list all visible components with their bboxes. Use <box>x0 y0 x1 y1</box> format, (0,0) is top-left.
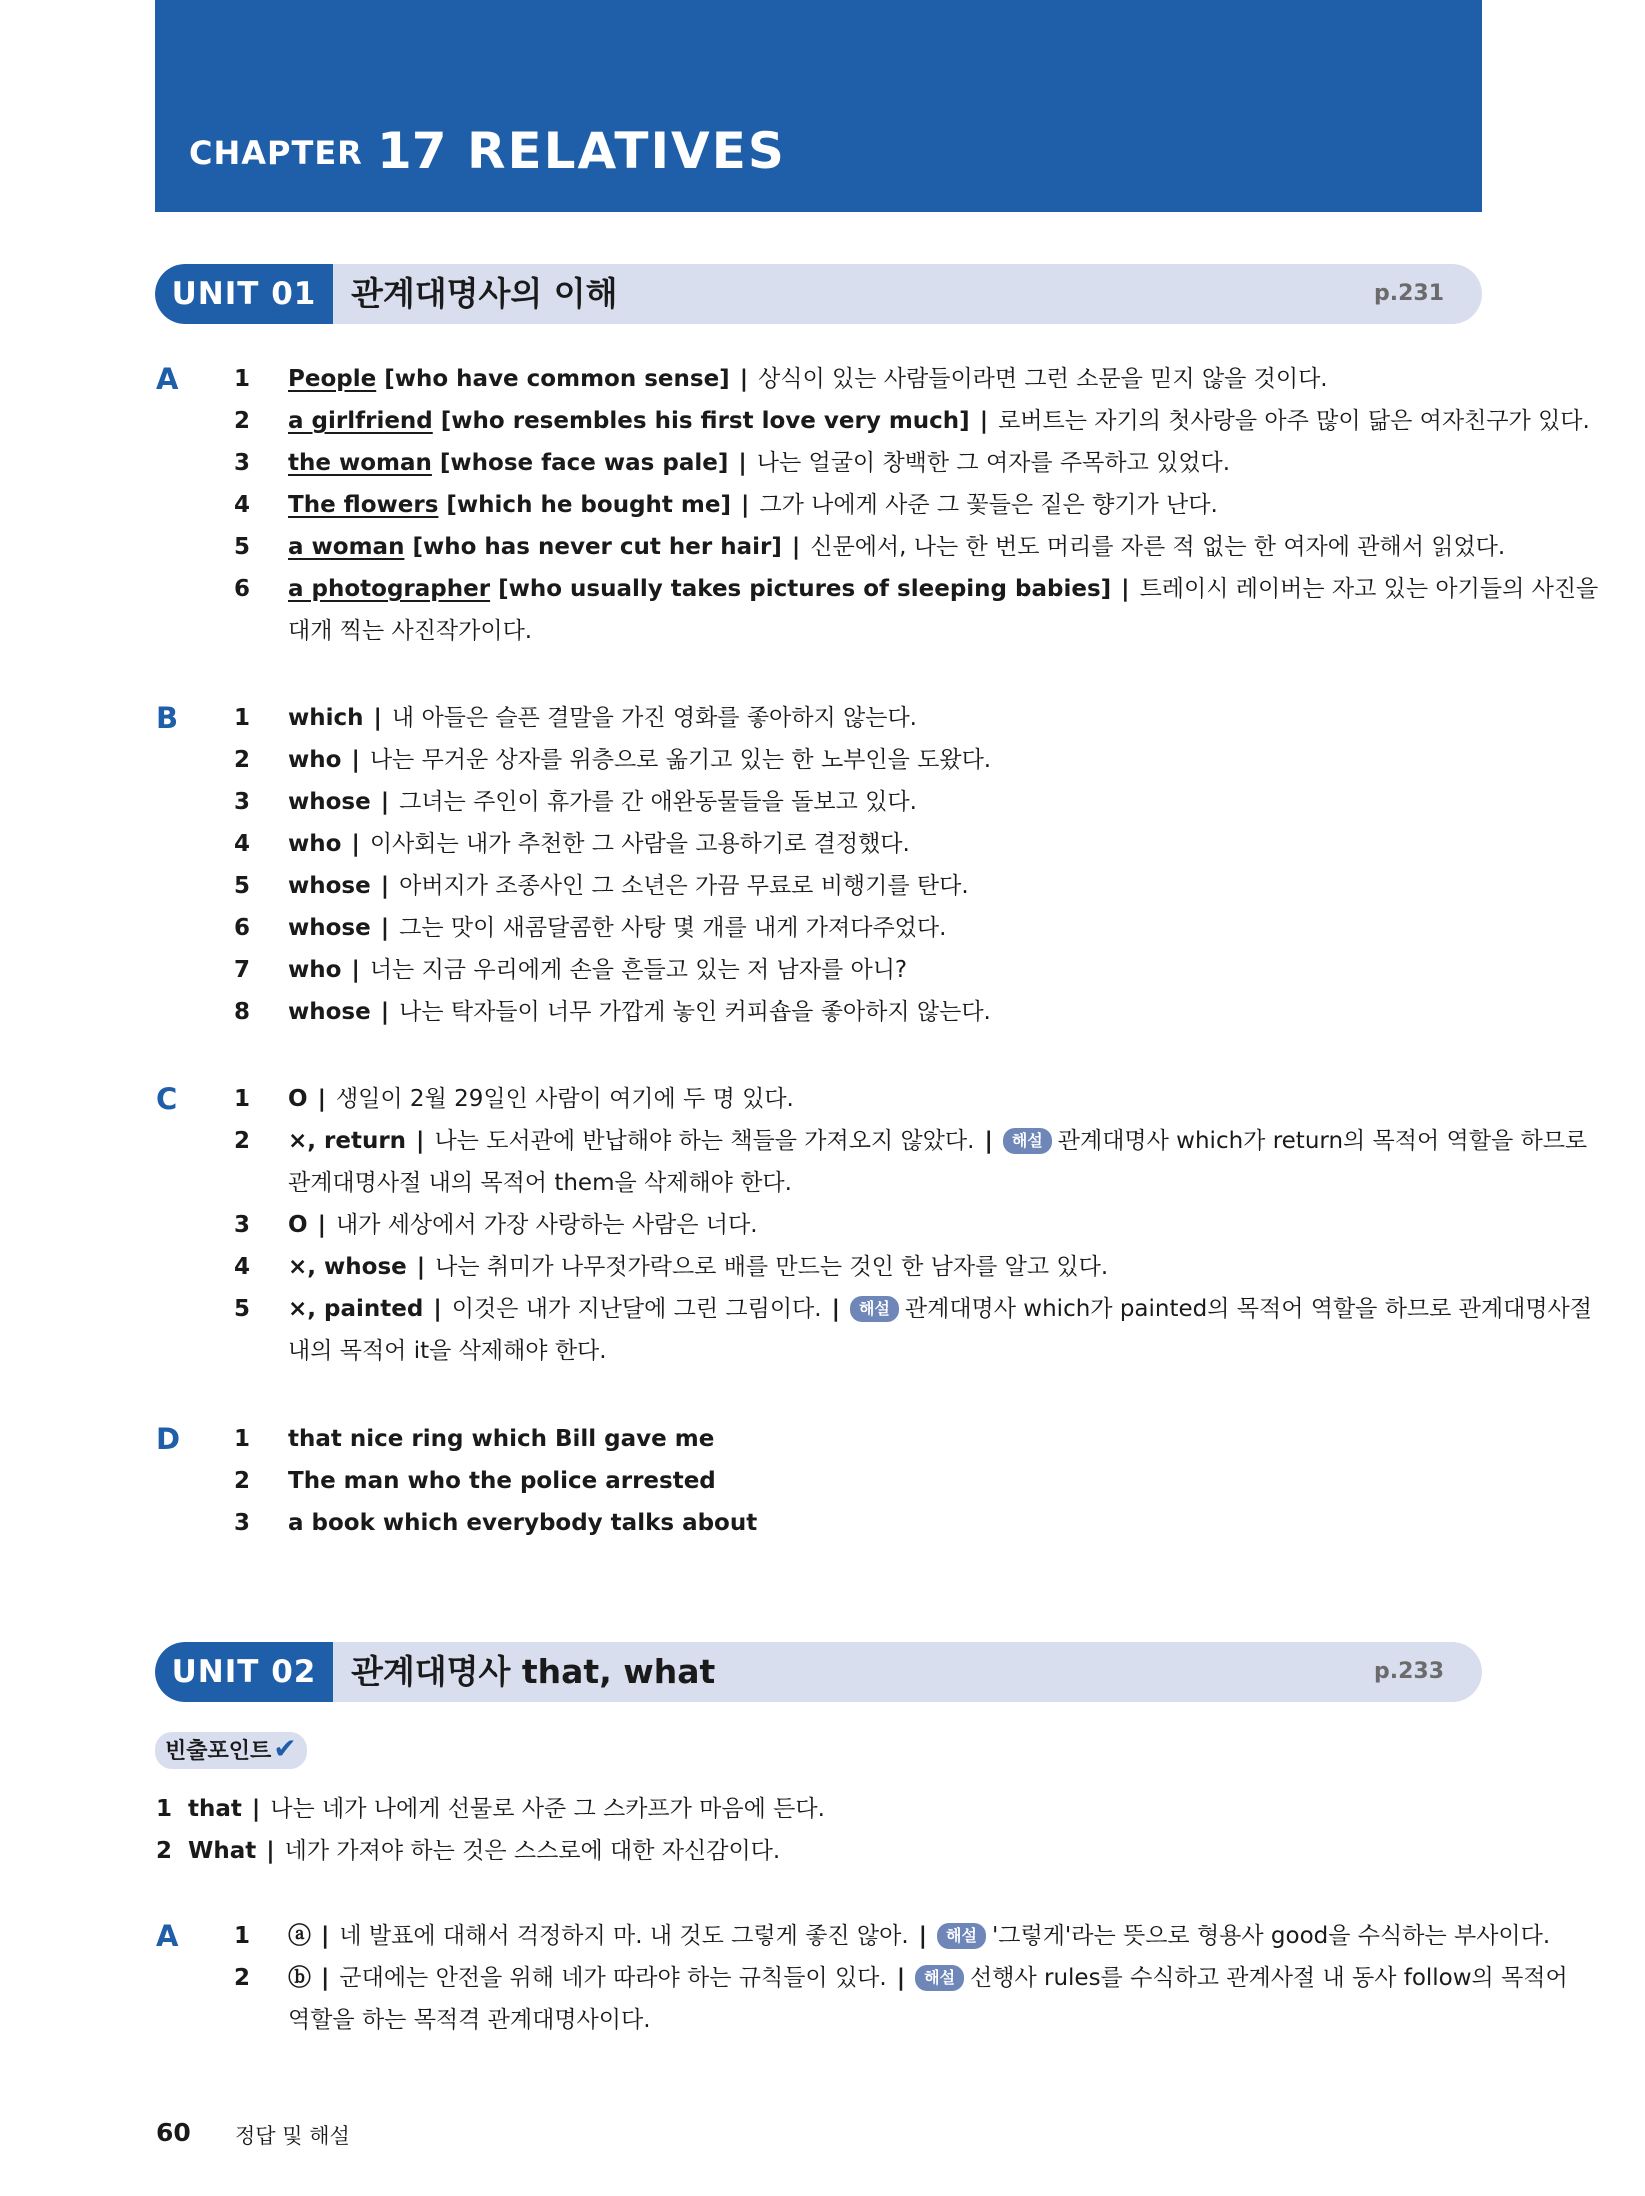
explanation: 선행사 rules를 수식하고 관계사절 내 동사 follow의 목적어 <box>970 1965 1568 1991</box>
section-letter-a: A <box>156 1919 179 1953</box>
chapter-label: CHAPTER <box>189 134 363 172</box>
unit-title: 관계대명사의 이해 <box>351 274 618 313</box>
antecedent: a photographer <box>288 576 491 602</box>
explanation-tag: 해설 <box>850 1296 899 1322</box>
separator: | <box>351 957 360 983</box>
answer: whose <box>288 999 371 1025</box>
item-number: 4 <box>234 492 251 518</box>
answer: O <box>288 1212 308 1238</box>
explanation-tag: 해설 <box>1003 1128 1052 1154</box>
answer: a book which everybody talks about <box>288 1510 758 1536</box>
item-number: 2 <box>234 1965 251 1991</box>
relative-clause: [who have common sense] <box>376 366 730 392</box>
answer: whose <box>288 915 371 941</box>
answer-line <box>234 442 1230 484</box>
item-number: 2 <box>156 1838 173 1864</box>
answer-line <box>234 1502 757 1544</box>
separator: | <box>351 747 360 773</box>
item-number: 4 <box>234 831 251 857</box>
separator: | <box>1121 576 1130 602</box>
translation: 나는 탁자들이 너무 가깝게 놓인 커피숍을 좋아하지 않는다. <box>399 999 991 1025</box>
explanation-continued: 내의 목적어 it을 삭제해야 한다. <box>288 1338 607 1364</box>
item-number: 2 <box>234 1128 251 1154</box>
answer: who <box>288 747 342 773</box>
answer-line <box>234 358 1328 400</box>
answer-line <box>234 568 1598 610</box>
antecedent: People <box>288 366 377 392</box>
item-number: 1 <box>156 1796 173 1822</box>
answer-line <box>234 739 991 781</box>
separator: | <box>791 534 801 560</box>
answer-line <box>234 781 917 823</box>
translation: 그녀는 주인이 휴가를 간 애완동물들을 돌보고 있다. <box>399 789 917 815</box>
explanation: 관계대명사 which가 return의 목적어 역할을 하므로 <box>1057 1128 1588 1154</box>
translation: 신문에서, 나는 한 번도 머리를 자른 적 없는 한 여자에 관해서 읽었다. <box>810 534 1506 560</box>
answer: which <box>288 705 364 731</box>
translation: 그는 맛이 새콤달콤한 사탕 몇 개를 내게 가져다주었다. <box>399 915 947 941</box>
answer: ×, whose <box>288 1254 407 1280</box>
separator: | <box>373 705 382 731</box>
translation: 네 발표에 대해서 걱정하지 마. 내 것도 그렇게 좋진 않아. <box>339 1923 909 1949</box>
answer-line <box>234 949 907 991</box>
translation: 나는 네가 나에게 선물로 사준 그 스카프가 마음에 든다. <box>270 1796 825 1822</box>
item-number: 2 <box>234 1468 251 1494</box>
translation: 네가 가져야 하는 것은 스스로에 대한 자신감이다. <box>284 1838 781 1864</box>
item-number: 1 <box>234 1426 251 1452</box>
answer: who <box>288 957 342 983</box>
translation: 그가 나에게 사준 그 꽃들은 짙은 향기가 난다. <box>759 492 1218 518</box>
translation: 군대에는 안전을 위해 네가 따라야 하는 규칙들이 있다. <box>339 1965 887 1991</box>
answer: that nice ring which Bill gave me <box>288 1426 715 1452</box>
translation: 생일이 2월 29일인 사람이 여기에 두 명 있다. <box>335 1086 794 1112</box>
separator: | <box>416 1128 425 1154</box>
separator: | <box>739 366 749 392</box>
answer-line <box>234 1460 716 1502</box>
separator: | <box>979 408 989 434</box>
explanation: '그렇게'라는 뜻으로 형용사 good을 수식하는 부사이다. <box>991 1923 1551 1949</box>
translation: 나는 얼굴이 창백한 그 여자를 주목하고 있었다. <box>756 450 1231 476</box>
answer-line <box>234 823 910 865</box>
relative-clause: [who usually takes pictures of sleeping babies] <box>490 576 1112 602</box>
answer: ×, return <box>288 1128 407 1154</box>
item-number: 3 <box>234 789 251 815</box>
separator: | <box>433 1296 442 1322</box>
item-number: 5 <box>234 873 251 899</box>
separator: | <box>321 1965 330 1991</box>
antecedent: a girlfriend <box>288 408 433 434</box>
item-number: 3 <box>234 1510 251 1536</box>
unit-tag: UNIT 01 <box>155 264 333 324</box>
separator: | <box>251 1796 261 1822</box>
chapter-number: 17 <box>377 122 447 180</box>
item-number: 1 <box>234 1086 251 1112</box>
unit-page-ref: p.233 <box>1373 1659 1444 1684</box>
explanation-tag: 해설 <box>937 1923 986 1949</box>
item-number: 1 <box>234 705 251 731</box>
explanation-tag: 해설 <box>915 1965 964 1991</box>
answer: O <box>288 1086 308 1112</box>
translation: 트레이시 레이버는 자고 있는 아기들의 사진을 <box>1139 576 1599 602</box>
separator: | <box>831 1296 840 1322</box>
translation: 이것은 내가 지난달에 그린 그림이다. <box>451 1296 822 1322</box>
explanation-continued: 관계대명사절 내의 목적어 them을 삭제해야 한다. <box>288 1170 792 1196</box>
separator: | <box>266 1838 275 1864</box>
separator: | <box>380 999 390 1025</box>
section-letter-d: D <box>156 1422 181 1456</box>
answer: ⓑ <box>288 1965 311 1991</box>
separator: | <box>380 789 390 815</box>
separator: | <box>984 1128 993 1154</box>
explanation: 관계대명사 which가 painted의 목적어 역할을 하므로 관계대명사절 <box>904 1296 1592 1322</box>
page-number: 60 <box>156 2118 191 2147</box>
unit-page-ref: p.231 <box>1373 281 1444 306</box>
answer-line <box>234 697 917 739</box>
relative-clause: [which he bought me] <box>438 492 731 518</box>
relative-clause: [whose face was pale] <box>431 450 729 476</box>
separator: | <box>416 1254 426 1280</box>
answer: whose <box>288 873 371 899</box>
answer-line <box>234 907 946 949</box>
answer-line <box>234 400 1590 442</box>
answer-line <box>234 1288 1592 1330</box>
section-letter-c: C <box>156 1082 178 1116</box>
answer-line <box>234 991 991 1033</box>
unit-02-header <box>155 1642 1482 1702</box>
translation: 상식이 있는 사람들이라면 그런 소문을 믿지 않을 것이다. <box>758 366 1328 392</box>
translation: 내가 세상에서 가장 사랑하는 사람은 너다. <box>335 1212 758 1238</box>
item-number: 7 <box>234 957 251 983</box>
answer-line <box>234 1246 1108 1288</box>
answer: who <box>288 831 342 857</box>
separator: | <box>351 831 360 857</box>
footer-label: 정답 및 해설 <box>235 2124 350 2148</box>
item-number: 3 <box>234 1212 251 1238</box>
item-number: 1 <box>234 1923 251 1949</box>
item-number: 6 <box>234 576 251 602</box>
check-icon: ✔ <box>273 1732 297 1765</box>
answer-line <box>234 1078 794 1120</box>
section-letter-b: B <box>156 701 179 735</box>
answer: ×, painted <box>288 1296 424 1322</box>
answer: The man who the police arrested <box>288 1468 716 1494</box>
antecedent: The flowers <box>288 492 439 518</box>
translation: 이사회는 내가 추천한 그 사람을 고용하기로 결정했다. <box>369 831 910 857</box>
item-number: 2 <box>234 747 251 773</box>
answer-line <box>234 526 1505 568</box>
separator: | <box>738 450 747 476</box>
translation: 나는 무거운 상자를 위층으로 옮기고 있는 한 노부인을 도왔다. <box>369 747 992 773</box>
separator: | <box>896 1965 906 1991</box>
frequent-point-line <box>156 1788 825 1830</box>
unit-title: 관계대명사 that, what <box>351 1652 716 1691</box>
item-number: 8 <box>234 999 251 1025</box>
relative-clause: [who has never cut her hair] <box>404 534 782 560</box>
antecedent: a woman <box>288 534 405 560</box>
frequent-point-label: 빈출포인트 <box>165 1739 272 1764</box>
chapter-banner <box>155 0 1482 212</box>
translation-continued: 대개 찍는 사진작가이다. <box>288 618 533 644</box>
item-number: 2 <box>234 408 251 434</box>
item-number: 3 <box>234 450 251 476</box>
unit-01-header <box>155 264 1482 324</box>
translation: 너는 지금 우리에게 손을 흔들고 있는 저 남자를 아니? <box>369 957 908 983</box>
translation: 로버트는 자기의 첫사랑을 아주 많이 닮은 여자친구가 있다. <box>998 408 1590 434</box>
unit-tag: UNIT 02 <box>155 1642 333 1702</box>
item-number: 4 <box>234 1254 251 1280</box>
separator: | <box>317 1212 326 1238</box>
section-letter-a: A <box>156 362 179 396</box>
antecedent: the woman <box>288 450 432 476</box>
separator: | <box>321 1923 330 1949</box>
translation: 내 아들은 슬픈 결말을 가진 영화를 좋아하지 않는다. <box>391 705 917 731</box>
answer: ⓐ <box>288 1923 311 1949</box>
frequent-point-line <box>156 1830 780 1872</box>
answer-line <box>234 865 969 907</box>
translation: 나는 도서관에 반납해야 하는 책들을 가져오지 않았다. <box>434 1128 975 1154</box>
item-number: 5 <box>234 1296 251 1322</box>
separator: | <box>380 915 390 941</box>
frequent-point-badge <box>155 1732 307 1769</box>
translation: 나는 취미가 나무젓가락으로 배를 만드는 것인 한 남자를 알고 있다. <box>435 1254 1109 1280</box>
answer: that <box>188 1796 242 1822</box>
answer-line <box>234 1204 758 1246</box>
answer-line <box>234 484 1218 526</box>
item-number: 6 <box>234 915 251 941</box>
chapter-title: RELATIVES <box>467 122 786 180</box>
separator: | <box>918 1923 928 1949</box>
separator: | <box>380 873 390 899</box>
answer: What <box>188 1838 257 1864</box>
separator: | <box>740 492 750 518</box>
separator: | <box>317 1086 326 1112</box>
translation: 아버지가 조종사인 그 소년은 가끔 무료로 비행기를 탄다. <box>399 873 969 899</box>
item-number: 1 <box>234 366 251 392</box>
explanation-continued: 역할을 하는 목적격 관계대명사이다. <box>288 2007 651 2033</box>
relative-clause: [who resembles his first love very much] <box>432 408 970 434</box>
answer-line <box>234 1120 1587 1162</box>
item-number: 5 <box>234 534 251 560</box>
answer: whose <box>288 789 371 815</box>
answer-line <box>234 1915 1550 1957</box>
answer-line <box>234 1418 714 1460</box>
answer-line <box>234 1957 1568 1999</box>
